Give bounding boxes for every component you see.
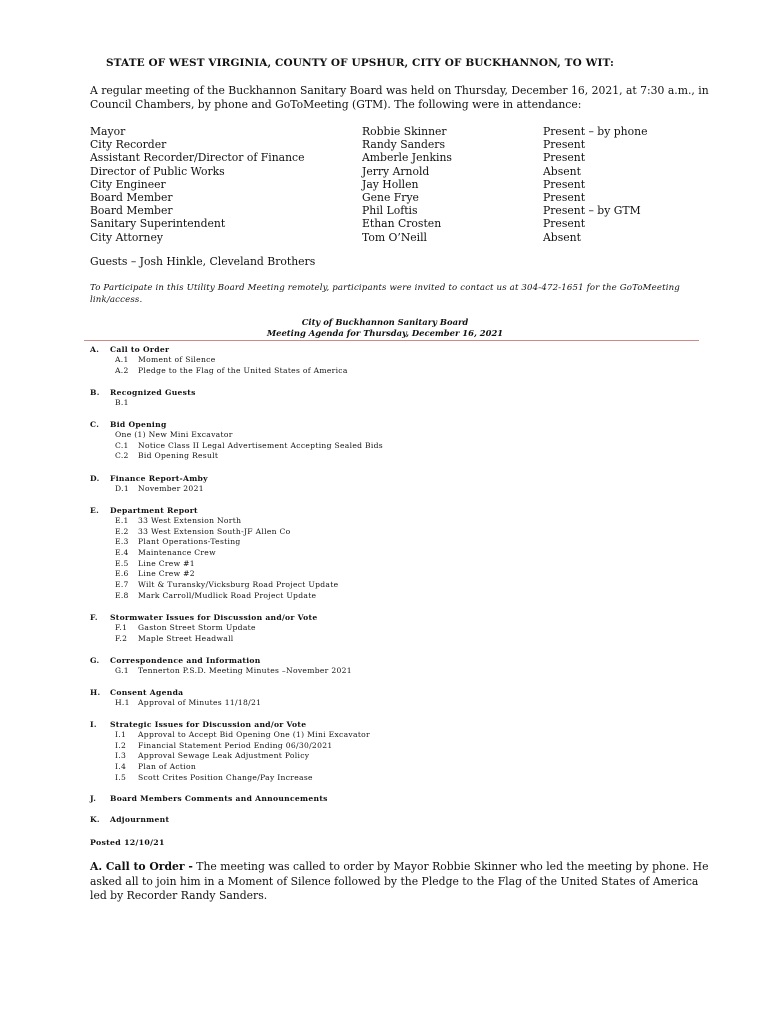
agenda-section — [90, 505, 338, 602]
agenda-item — [90, 548, 338, 559]
agenda-item-code: E.6 — [115, 569, 129, 579]
attendee-name: Phil Loftis — [362, 204, 418, 218]
agenda-item-text: Pledge to the Flag of the United States of America — [138, 365, 348, 375]
agenda-item-code: F.1 — [115, 623, 128, 632]
agenda-item-code: I.4 — [115, 762, 127, 772]
agenda-item — [90, 698, 261, 709]
agenda-section-letter: F. — [90, 613, 98, 622]
agenda-title: City of Buckhannon Sanitary Board — [301, 317, 469, 327]
agenda-section-heading — [90, 473, 208, 484]
agenda-item-text: Maple Street Headwall — [138, 633, 234, 643]
attendee-status: Absent — [543, 164, 581, 178]
agenda-item-code: E.2 — [115, 526, 129, 536]
agenda-section-letter: K. — [90, 815, 100, 824]
attendee-status: Present — [543, 151, 586, 165]
agenda-item — [90, 741, 370, 752]
agenda-section-letter: H. — [90, 688, 101, 697]
agenda-item-code: H.1 — [115, 698, 130, 707]
agenda-section — [90, 814, 169, 825]
agenda-section-title: Consent Agenda — [110, 688, 184, 697]
agenda-item — [90, 484, 208, 495]
agenda-item — [90, 398, 196, 409]
call-to-order-paragraph — [90, 860, 710, 904]
agenda-item-code: E.8 — [115, 590, 129, 600]
attendance-row — [90, 217, 730, 230]
agenda-item-text: Gaston Street Storm Update — [138, 623, 256, 632]
attendance-table — [90, 125, 730, 244]
attendance-row — [90, 191, 730, 204]
agenda-item-text: Maintenance Crew — [138, 548, 216, 558]
agenda-section-title: Correspondence and Information — [110, 656, 261, 665]
agenda-item-text: Approval to Accept Bid Opening One (1) Mini Excavator — [138, 730, 370, 739]
agenda-section-heading — [90, 687, 261, 698]
agenda-item-code: I.1 — [115, 730, 127, 739]
agenda-section — [90, 793, 328, 804]
agenda-item-text: 33 West Extension South-JF Allen Co — [138, 526, 291, 536]
agenda-section — [90, 473, 208, 495]
document-heading: STATE OF WEST VIRGINIA, COUNTY OF UPSHUR, CITY OF BUCKHANNON, TO WIT: — [106, 57, 615, 69]
agenda-section — [90, 687, 261, 709]
agenda-item-text: Approval of Minutes 11/18/21 — [138, 698, 262, 707]
attendee-role: City Attorney — [90, 230, 163, 244]
agenda-item-text: Line Crew #2 — [138, 569, 195, 579]
attendee-role: Sanitary Superintendent — [90, 217, 226, 231]
attendance-row — [90, 151, 730, 164]
agenda-item — [90, 591, 338, 602]
agenda-item-code: C.2 — [115, 451, 129, 461]
agenda-item-code: I.3 — [115, 751, 127, 761]
agenda-item-text: Wilt & Turansky/Vicksburg Road Project Update — [138, 580, 339, 590]
call-to-order-heading: A. Call to Order - — [90, 860, 193, 873]
agenda-item — [90, 580, 338, 591]
posted-date: Posted 12/10/21 — [90, 838, 165, 847]
agenda-item-text: Tennerton P.S.D. Meeting Minutes –November 2021 — [138, 666, 352, 675]
attendee-status: Present — [543, 190, 586, 204]
agenda-section — [90, 655, 352, 677]
agenda-item — [90, 430, 383, 441]
agenda-section — [90, 344, 348, 376]
agenda-item — [90, 527, 338, 538]
agenda-item-text: Financial Statement Period Ending 06/30/2021 — [138, 740, 333, 750]
agenda-section-heading — [90, 387, 196, 398]
agenda-item — [90, 730, 370, 741]
attendance-row — [90, 125, 730, 138]
agenda-section-letter: I. — [90, 720, 97, 729]
agenda-section-title: Recognized Guests — [110, 388, 196, 397]
agenda-item — [90, 451, 383, 462]
agenda-item — [90, 516, 338, 527]
agenda-item-code: I.5 — [115, 772, 127, 782]
agenda-item-code: A.1 — [115, 355, 129, 364]
agenda-item-text: Line Crew #1 — [138, 558, 195, 568]
agenda-item-code: I.2 — [115, 740, 127, 750]
attendance-row — [90, 178, 730, 191]
agenda-item-code: F.2 — [115, 633, 128, 643]
agenda-item — [90, 537, 338, 548]
agenda-item-text: November 2021 — [138, 484, 204, 493]
attendee-role: Board Member — [90, 190, 173, 204]
attendance-row — [90, 138, 730, 151]
attendee-name: Amberle Jenkins — [362, 151, 452, 165]
agenda-section-heading — [90, 505, 338, 516]
agenda-section-heading — [90, 814, 169, 825]
agenda-item — [90, 366, 348, 377]
call-to-order-text: The meeting was called to order by Mayor Robbie Skinner who led the meeting by phone. He asked all to join him in a Moment of Silence followed by the Pledge to the Flag of the United States of America led by Recorder Randy Sanders. — [90, 860, 709, 902]
agenda-section-heading — [90, 719, 370, 730]
agenda-section — [90, 719, 370, 783]
agenda-item-code: E.7 — [115, 580, 129, 590]
attendee-name: Jay Hollen — [362, 177, 419, 191]
agenda-item-text: 33 West Extension North — [138, 516, 242, 525]
agenda-item — [90, 569, 338, 580]
agenda-item-code: E.4 — [115, 548, 129, 558]
agenda-item-code: C.1 — [115, 440, 129, 450]
agenda-section-heading — [90, 419, 383, 430]
agenda-item — [90, 773, 370, 784]
agenda-item — [90, 623, 317, 634]
attendance-row — [90, 231, 730, 244]
agenda-section-letter: D. — [90, 474, 100, 483]
agenda-item-text: Plant Operations-Testing — [138, 537, 241, 547]
agenda-item — [90, 355, 348, 366]
attendee-role: City Engineer — [90, 177, 166, 191]
meeting-intro: A regular meeting of the Buckhannon Sanitary Board was held on Thursday, December 16, 2021, at 7:30 a.m., in Council Chambers, by phone and GoToMeeting (GTM). The following were in attendance: — [90, 84, 709, 111]
agenda-item — [90, 666, 352, 677]
agenda-section-letter: J. — [90, 794, 97, 803]
attendee-status: Present — [543, 217, 586, 231]
agenda-item-code: D.1 — [115, 484, 129, 493]
agenda-item-code: E.3 — [115, 537, 129, 547]
agenda-section-heading — [90, 344, 348, 355]
agenda-section-letter: C. — [90, 420, 100, 429]
guests-line: Guests – Josh Hinkle, Cleveland Brothers — [90, 255, 316, 268]
agenda-item-text: Notice Class II Legal Advertisement Accepting Sealed Bids — [138, 440, 383, 450]
attendee-role: City Recorder — [90, 138, 167, 152]
attendee-role: Assistant Recorder/Director of Finance — [90, 151, 305, 165]
attendee-name: Robbie Skinner — [362, 125, 447, 138]
agenda-section-title: Bid Opening — [110, 420, 167, 429]
agenda-section-letter: B. — [90, 388, 100, 397]
agenda-section — [90, 387, 196, 409]
agenda-section-title: Finance Report-Amby — [110, 474, 208, 483]
agenda-item-code: G.1 — [115, 666, 129, 675]
agenda-item — [90, 441, 383, 452]
attendee-status: Present – by GTM — [543, 204, 641, 218]
agenda-section — [90, 419, 383, 462]
agenda-section-letter: G. — [90, 656, 100, 665]
agenda-section-heading — [90, 793, 328, 804]
attendee-status: Present – by phone — [543, 125, 648, 138]
agenda-section-letter: E. — [90, 506, 100, 515]
agenda-item — [90, 559, 338, 570]
agenda-section-title: Adjournment — [110, 815, 170, 824]
attendance-row — [90, 165, 730, 178]
agenda-item-code: E.5 — [115, 558, 129, 568]
agenda-section-title: Board Members Comments and Announcements — [110, 794, 328, 803]
agenda-section — [90, 612, 317, 644]
agenda-item — [90, 634, 317, 645]
attendee-name: Gene Frye — [362, 190, 419, 204]
attendee-name: Jerry Arnold — [362, 164, 430, 178]
agenda-section-title: Department Report — [110, 506, 198, 515]
agenda-item-text: Plan of Action — [138, 762, 197, 772]
agenda-item-text: One (1) New Mini Excavator — [115, 430, 233, 439]
agenda-item-text: Approval Sewage Leak Adjustment Policy — [138, 751, 310, 761]
agenda-section-letter: A. — [90, 345, 100, 354]
attendee-role: Board Member — [90, 204, 173, 218]
agenda-section-title: Call to Order — [110, 345, 170, 354]
attendee-name: Randy Sanders — [362, 138, 446, 152]
attendee-name: Tom O’Neill — [362, 230, 428, 244]
agenda-item-text: Moment of Silence — [138, 355, 216, 364]
attendee-role: Director of Public Works — [90, 164, 225, 178]
agenda-section-heading — [90, 655, 352, 666]
agenda-item — [90, 751, 370, 762]
agenda-section-title: Stormwater Issues for Discussion and/or Vote — [110, 613, 318, 622]
agenda-item-code: E.1 — [115, 516, 129, 525]
attendee-status: Absent — [543, 230, 581, 244]
agenda-item — [90, 762, 370, 773]
attendee-role: Mayor — [90, 125, 126, 138]
agenda-section-heading — [90, 612, 317, 623]
agenda-item-text: Bid Opening Result — [138, 451, 219, 461]
agenda-divider — [84, 340, 699, 341]
remote-participation-note: To Participate in this Utility Board Meeting remotely, participants were invited to contact us at 304-472-1651 for the GoToMeeting link/access. — [90, 283, 680, 305]
attendee-name: Ethan Crosten — [362, 217, 442, 231]
agenda-item-text: Scott Crites Position Change/Pay Increase — [138, 772, 313, 782]
agenda-section-title: Strategic Issues for Discussion and/or Vote — [110, 720, 307, 729]
agenda-subtitle: Meeting Agenda for Thursday, December 16, 2021 — [266, 328, 504, 338]
agenda-item-code: B.1 — [115, 398, 129, 407]
attendee-status: Present — [543, 138, 586, 152]
attendee-status: Present — [543, 177, 586, 191]
agenda-item-code: A.2 — [115, 365, 129, 375]
attendance-row — [90, 204, 730, 217]
agenda-item-text: Mark Carroll/Mudlick Road Project Update — [138, 590, 317, 600]
